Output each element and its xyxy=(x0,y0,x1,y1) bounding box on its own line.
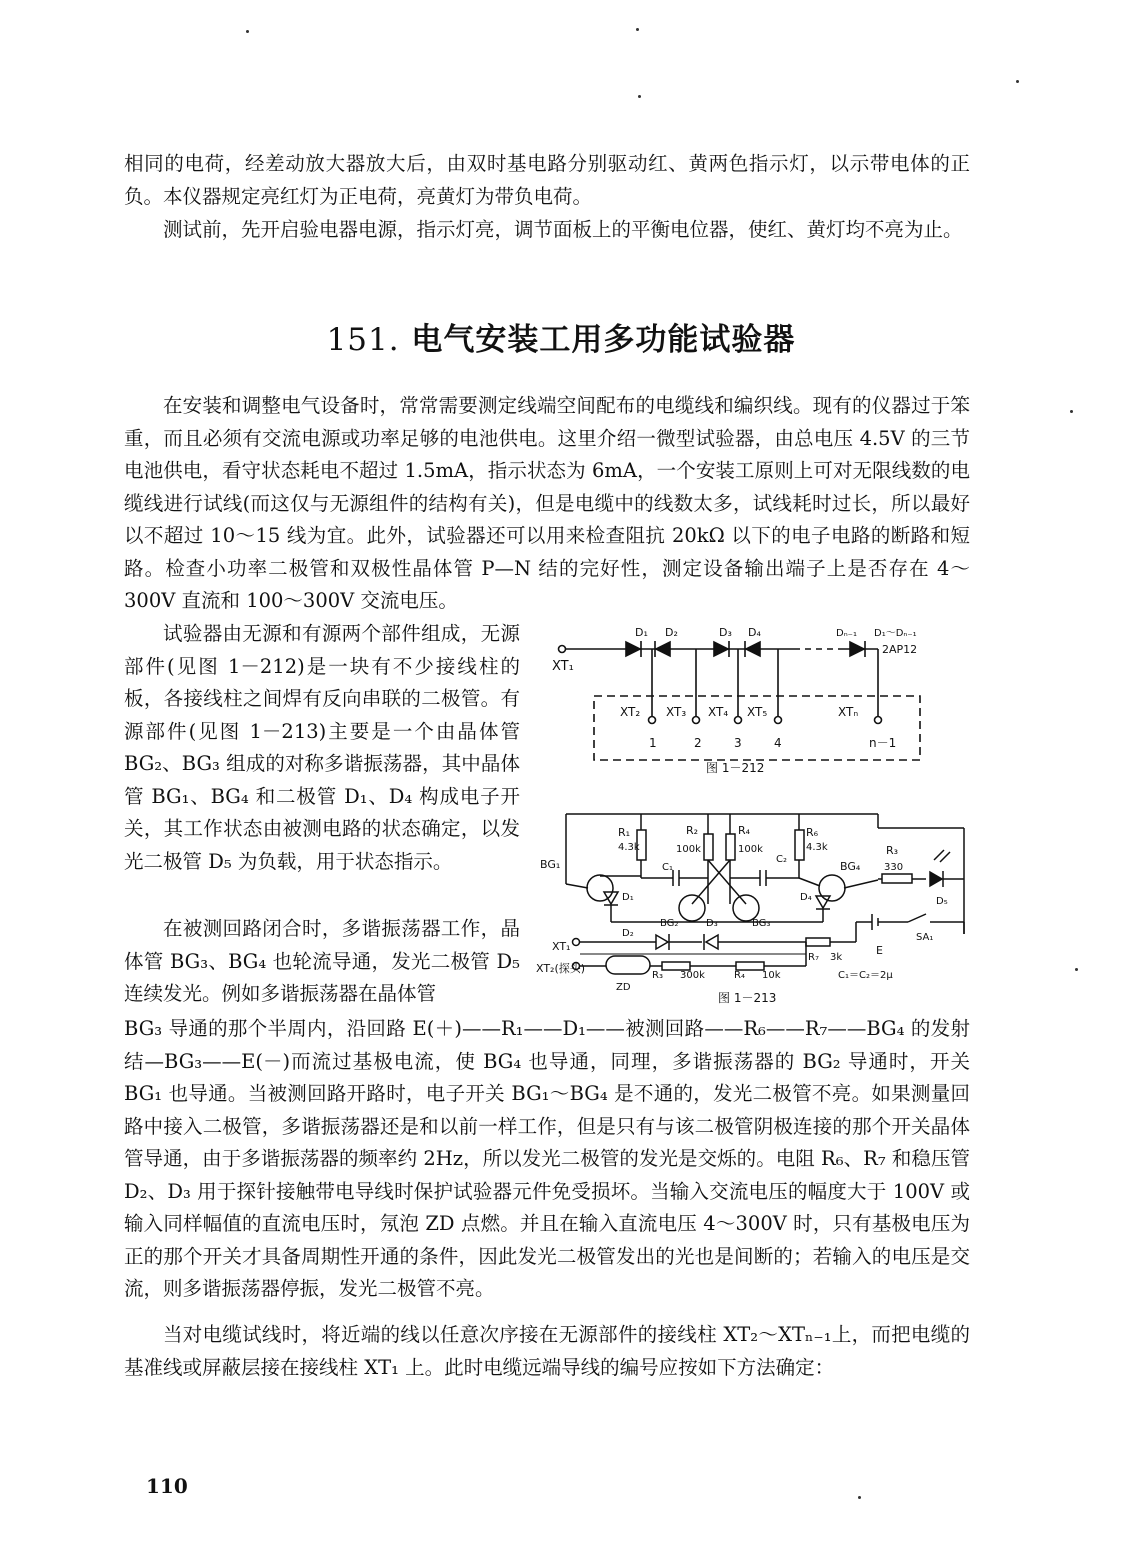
figure-caption-212: 图 1－212 xyxy=(706,761,765,775)
terminal-xt1 xyxy=(559,646,566,653)
label-r6-value: 4.3k xyxy=(806,842,828,853)
paragraph-cable-test: 当对电缆试线时，将近端的线以任意次序接在无源部件的接线柱 XT₂～XTₙ₋₁上，而把电缆的基准线或屏蔽层接在接线柱 XT₁ 上。此时电缆远端导线的编号应按如下方法确定： xyxy=(124,1323,970,1379)
resistor-r3-symbol xyxy=(882,874,912,883)
label-diode-part: 2AP12 xyxy=(882,643,918,656)
diode-d3-symbol xyxy=(714,642,728,656)
resistor-r4b-symbol xyxy=(736,962,764,970)
label-e: E xyxy=(876,944,883,957)
label-bg4: BG₄ xyxy=(840,860,861,873)
label-num-2: 2 xyxy=(694,736,702,750)
label-d1: D₁ xyxy=(622,892,634,903)
label-num-n1: n－1 xyxy=(869,736,897,750)
label-r7-value: 3k xyxy=(830,952,843,963)
diode-d2-symbol xyxy=(656,642,670,656)
paragraph-intro-continued: 相同的电荷，经差动放大器放大后，由双时基电路分别驱动红、黄两色指示灯，以示带电体的正负。本仪器规定亮红灯为正电荷，亮黄灯为带负电荷。 xyxy=(124,152,970,208)
paragraph-components: 试验器由无源和有源两个部件组成，无源部件(见图 1－212)是一块有不少接线柱的板，各接线柱之间焊有反向串联的二极管。有源部件(见图 1－213)主要是一个由晶体管 BG₂、BG₃ 组成的对称多谐振荡器，其中晶体管 BG₁、BG₄ 和二极管 D₁、D₄ 构成电子开关，其工作状态由被测电路的状态确定，以发光二极管 D₅ 为负载，用于状态指示。 xyxy=(124,622,520,873)
terminal-xt1-b xyxy=(573,939,580,946)
label-d5: D₅ xyxy=(936,896,948,907)
label-r1: R₁ xyxy=(618,826,631,839)
label-d4: D₄ xyxy=(748,626,761,639)
label-r3b-value: 300k xyxy=(680,970,705,981)
label-xt1: XT₁ xyxy=(552,940,571,953)
resistor-r7-symbol xyxy=(806,938,830,946)
diode-d2-symbol xyxy=(656,935,668,949)
label-xtn: XTₙ xyxy=(838,705,859,719)
label-r4b-value: 10k xyxy=(762,970,781,981)
resistor-r6-symbol xyxy=(795,830,804,860)
section-title xyxy=(0,314,1122,359)
neon-zd-symbol xyxy=(606,956,650,974)
paragraph-overview: 在安装和调整电气设备时，常常需要测定线端空间配布的电缆线和编织线。现有的仪器过于笨重，而且必须有交流电源或功率足够的电池供电。这里介绍一微型试验器，由总电压 4.5V 的三节电池供电，看守状态耗电不超过 1.5mA，指示状态为 6mA，一个安装工原则上可对无限线数的电缆线进行试线(而这仅与无源组件的结构有关)，但是电缆中的线数太多，试线耗时过长，所以最好以不超过 10～15 线为宜。此外，试验器还可以用来检查阻抗 20kΩ 以下的电子电路的断路和短路。检查小功率二极管和双极性晶体管 P—N 结的完好性，测定设备输出端子上是否存在 4～300V 直流和 100～300V 交流电压。 xyxy=(124,394,970,612)
label-xt3: XT₃ xyxy=(666,705,687,719)
label-xt2: XT₂ xyxy=(620,705,641,719)
scan-speck xyxy=(638,95,641,98)
diode-dn-symbol xyxy=(850,642,864,656)
label-xt2-probe: XT₂(探头) xyxy=(536,962,586,975)
label-capacitance-note: C₁＝C₂＝2μ xyxy=(838,970,893,981)
label-c1: C₁ xyxy=(662,862,673,873)
page-number: 110 xyxy=(146,1474,188,1498)
label-dn: Dₙ₋₁ xyxy=(836,628,857,639)
scan-speck xyxy=(636,28,639,31)
label-r4b: R₄ xyxy=(734,970,745,981)
switch-sa1-symbol xyxy=(908,914,926,922)
label-num-3: 3 xyxy=(734,736,742,750)
paragraph-operation: BG₃ 导通的那个半周内，沿回路 E(＋)——R₁——D₁——被测回路——R₆——R₇——BG₄ 的发射结—BG₃——E(－)而流过基极电流，使 BG₄ 也导通，同理，多谐振荡器的 BG₂ 导通时，开关 BG₁ 也导通。当被测回路开路时，电子开关 BG₁～BG₄ 是不通的，发光二极管不亮。如果测量回路中接入二极管，多谐振荡器还是和以前一样工作，但是只有与该二极管阴极连接的那个开关晶体管导通，由于多谐振荡器的频率约 2Hz，所以发光二极管的发光是交烁的。电阻 R₆、R₇ 和稳压管 D₂、D₃ 用于探针接触带电导线时保护试验器元件免受损坏。当输入交流电压的幅度大于 100V 或输入同样幅值的直流电压时，氖泡 ZD 点燃。并且在输入直流电压 4～300V 时，只有基极电压为正的那个开关才具备周期性开通的条件，因此发光二极管发出的光也是间断的；若输入的电压是交流，则多谐振荡器停振，发光二极管不亮。 xyxy=(124,1017,970,1300)
label-r3-value: 330 xyxy=(884,862,904,873)
label-d1: D₁ xyxy=(635,626,648,639)
scan-speck xyxy=(246,30,249,33)
transistor-bg2-symbol xyxy=(679,895,705,921)
label-xt4: XT₄ xyxy=(708,705,729,719)
resistor-r2-symbol xyxy=(704,834,713,860)
paragraph-closed-loop: 在被测回路闭合时，多谐振荡器工作，晶体管 BG₃、BG₄ 也轮流导通，发光二极管 D₅ 连续发光。例如多谐振荡器在晶体管 xyxy=(124,917,520,1005)
diode-d1-symbol xyxy=(626,642,640,656)
label-r6: R₆ xyxy=(806,826,819,839)
label-diode-range: D₁～Dₙ₋₁ xyxy=(874,628,917,639)
diode-d3-symbol xyxy=(706,935,718,949)
label-bg3: BG₃ xyxy=(752,918,771,929)
figure-caption-213: 图 1－213 xyxy=(718,991,777,1005)
label-bg2: BG₂ xyxy=(660,918,679,929)
diode-d4-symbol xyxy=(746,642,760,656)
label-r3b: R₃ xyxy=(652,970,663,981)
figure-1-212 xyxy=(548,622,928,780)
transistor-bg4-symbol xyxy=(819,875,845,901)
label-r7: R₇ xyxy=(808,952,819,963)
scan-speck xyxy=(1016,80,1019,83)
led-d5-symbol xyxy=(930,872,942,886)
label-d2: D₂ xyxy=(665,626,678,639)
resistor-r4-symbol xyxy=(726,834,735,860)
label-r1-value: 4.3k xyxy=(618,842,640,853)
scan-speck xyxy=(1070,410,1073,413)
label-d4: D₄ xyxy=(800,892,812,903)
label-d3: D₃ xyxy=(719,626,732,639)
paragraph-test-prep: 测试前，先开启验电器电源，指示灯亮，调节面板上的平衡电位器，使红、黄灯均不亮为止。 xyxy=(163,218,963,241)
label-bg1: BG₁ xyxy=(540,858,561,871)
figure-1-213 xyxy=(536,804,970,1010)
label-d3: D₃ xyxy=(706,918,718,929)
label-zd: ZD xyxy=(616,982,631,993)
label-xt1: XT₁ xyxy=(552,659,574,674)
label-r2-value: 100k xyxy=(676,844,701,855)
section-title-text: 电气安装工用多功能试验器 xyxy=(411,322,796,358)
label-xt5: XT₅ xyxy=(747,705,768,719)
label-r2: R₂ xyxy=(686,824,699,837)
scan-speck xyxy=(858,1496,861,1499)
scan-speck xyxy=(1075,968,1078,971)
label-num-4: 4 xyxy=(774,736,782,750)
section-number: 151. xyxy=(326,322,400,358)
label-num-1: 1 xyxy=(649,736,657,750)
label-r3: R₃ xyxy=(886,844,899,857)
label-sa1: SA₁ xyxy=(916,932,934,943)
label-c2: C₂ xyxy=(776,854,787,865)
label-d2: D₂ xyxy=(622,928,634,939)
label-r4: R₄ xyxy=(738,824,751,837)
transistor-bg1-symbol xyxy=(587,875,613,901)
resistor-r3b-symbol xyxy=(662,962,690,970)
label-r4-value: 100k xyxy=(738,844,763,855)
